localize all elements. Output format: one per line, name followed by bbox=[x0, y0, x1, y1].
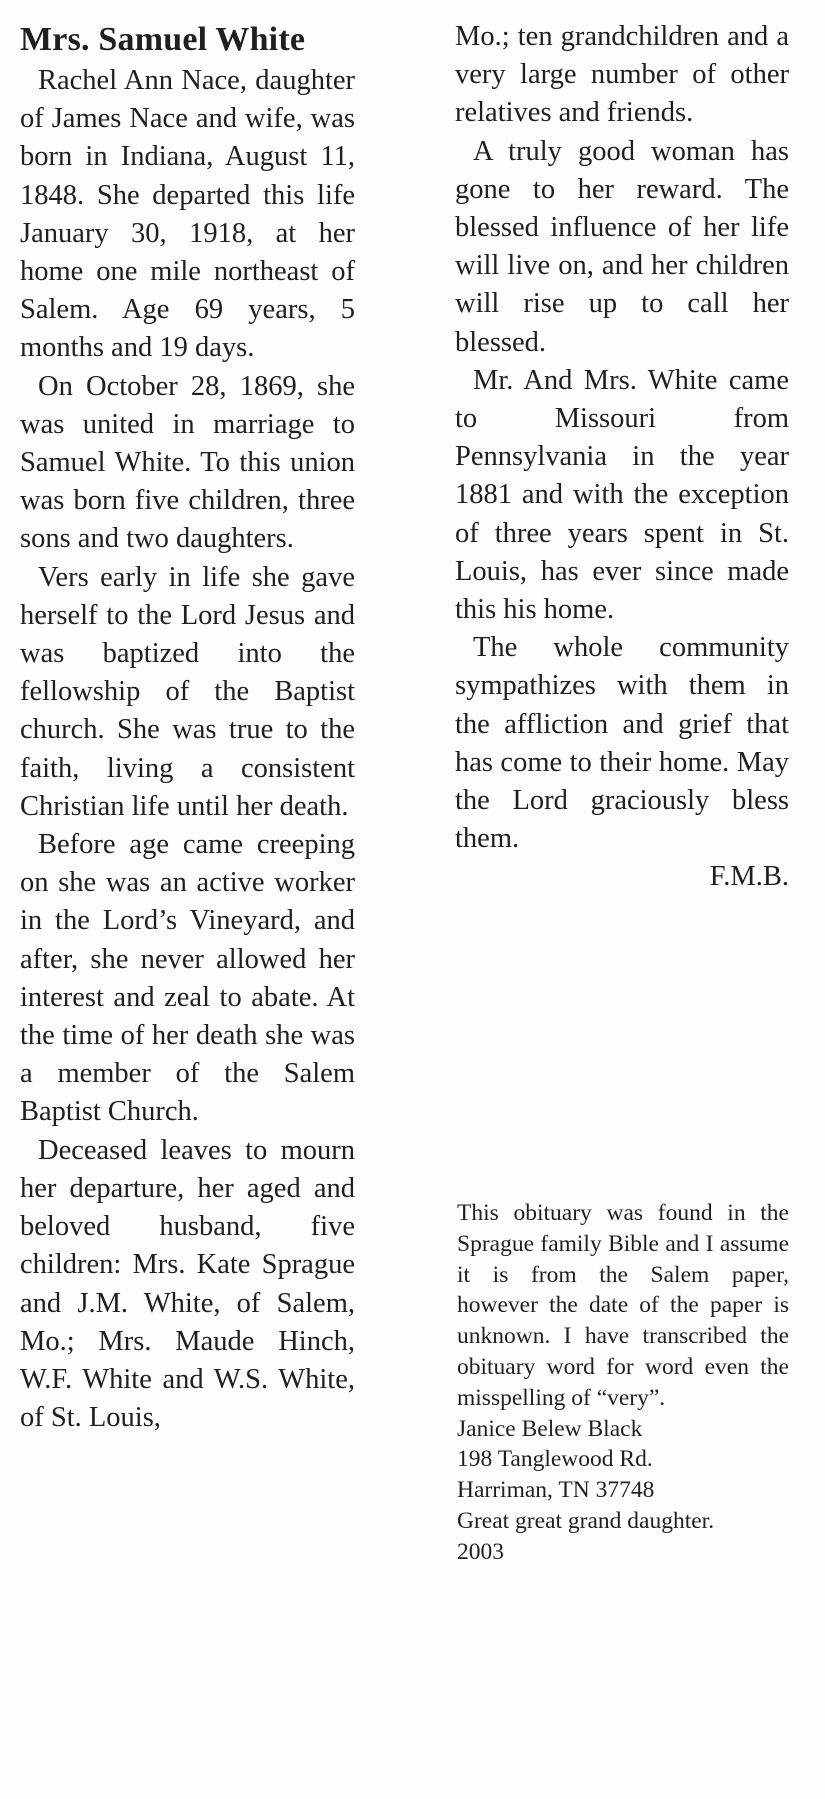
note-city: Harriman, TN 37748 bbox=[457, 1477, 655, 1504]
note-name: Janice Belew Black bbox=[457, 1415, 643, 1442]
paragraph-community: The whole community sympathizes with them in the affliction and grief that has come to their home. May the Lord graciously bless them. bbox=[455, 632, 789, 855]
paragraph-marriage: On October 28, 1869, she was united in marriage to Samuel White. To this union was born five children, three sons and two daughters. bbox=[20, 370, 355, 555]
paragraph-good-woman: A truly good woman has gone to her reward. The blessed influence of her life will live on, and her children will rise up to call her blessed. bbox=[455, 135, 789, 358]
paragraph-missouri: Mr. And Mrs. White came to Missouri from Pennsylvania in the year 1881 and with the exception of three years spent in St. Louis, has ever since made this his home. bbox=[455, 364, 789, 626]
transcriber-note bbox=[457, 1198, 789, 1568]
paragraph-church-work: Before age came creeping on she was an active worker in the Lord’s Vineyard, and after, she never allowed her interest and zeal to abate. At the time of her death she was a member of the Salem Baptist Church. bbox=[20, 829, 355, 1128]
note-year: 2003 bbox=[457, 1538, 504, 1565]
right-column bbox=[455, 18, 789, 897]
note-street: 198 Tanglewood Rd. bbox=[457, 1446, 653, 1473]
paragraph-faith: Vers early in life she gave herself to the Lord Jesus and was baptized into the fellowship of the Baptist church. She was true to the faith, living a consistent Christian life until her death. bbox=[20, 561, 355, 822]
paragraph-survivors-continued: Mo.; ten grandchildren and a very large number of other relatives and friends. bbox=[455, 21, 789, 129]
note-relation: Great great grand daughter. bbox=[457, 1507, 715, 1534]
note-text: This obituary was found in the Sprague family Bible and I assume it is from the Salem paper, however the date of the paper is unknown. I have transcribed the obituary word for word even the misspelling of “very”. bbox=[457, 1200, 789, 1411]
author-signature: F.M.B. bbox=[709, 861, 789, 893]
paragraph-survivors: Deceased leaves to mourn her departure, her aged and beloved husband, five children: Mrs. Kate Sprague and J.M. White, of Salem, Mo.; Mrs. Maude Hinch, W.F. White and W.S. White, of St. Louis, bbox=[20, 1134, 355, 1434]
paragraph-birth: Rachel Ann Nace, daughter of James Nace and wife, was born in Indiana, August 11, 1848. She departed this life January 30, 1918, at her home one mile northeast of Salem. Age 69 years, 5 months and 19 days. bbox=[20, 65, 355, 364]
obituary-title: Mrs. Samuel White bbox=[20, 21, 306, 58]
left-column bbox=[20, 18, 355, 1437]
